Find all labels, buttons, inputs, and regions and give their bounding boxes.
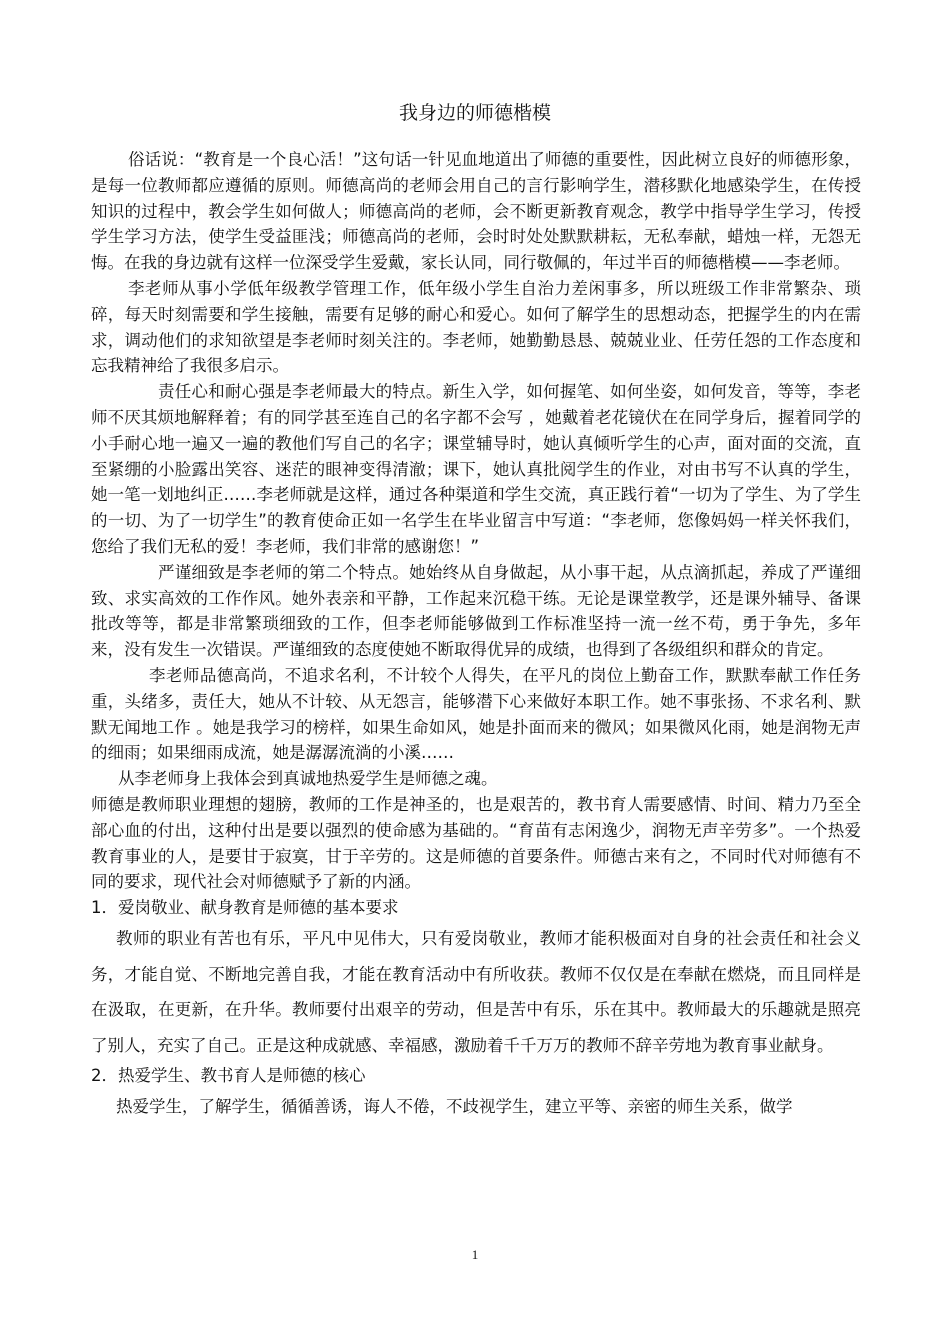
paragraph-soul: 从李老师身上我体会到真诚地热爱学生是师德之魂。 xyxy=(118,769,498,789)
paragraph-rigor: 严谨细致是李老师的第二个特点。她始终从自身做起，从小事干起，从点滴抓起，养成了严谨细致、求实高效的工作作风。她外表亲和平静，工作起来沉稳干练。无论是课堂教学，还是课外辅导、备课批改等等，都是非常繁琐细致的工作，但李老师能够做到工作标准坚持一流一丝不苟，勇于争先，多年来，没有发生一次错误。严谨细致的态度使她不断取得优异的成绩，也得到了各级组织和群众的肯定。 xyxy=(91,562,861,660)
section-heading-2: 2．热爱学生、教书育人是师德的核心 xyxy=(91,1066,366,1086)
section-text-1: 教师的职业有苦也有乐，平凡中见伟大，只有爱岗敬业，教师才能积极面对自身的社会责任和社会义务，才能自觉、不断地完善自我，才能在教育活动中有所收获。教师不仅仅是在奉献在燃烧，而且同样是在汲取，在更新，在升华。教师要付出艰辛的劳动，但是苦中有乐，乐在其中。教师最大的乐趣就是照亮了别人，充实了自己。正是这种成就感、幸福感，激励着千千万万的教师不辞辛劳地为教育事业献身。 xyxy=(91,928,861,1055)
paragraph-character: 李老师品德高尚，不追求名利，不计较个人得失，在平凡的岗位上勤奋工作，默默奉献工作任务重，头绪多，责任大，她从不计较、从无怨言，能够潜下心来做好本职工作。她不事张扬、不求名利、默默无闻地工作 。她是我学习的榜样，如果生命如风，她是扑面而来的微风；如果微风化雨，她是润物无声的细雨；如果细雨成流，她是潺潺流淌的小溪…… xyxy=(91,665,861,763)
paragraph-ethics: 师德是教师职业理想的翅膀，教师的工作是神圣的，也是艰苦的，教书育人需要感情、时间、精力乃至全部心血的付出，这种付出是要以强烈的使命感为基础的。“育苗有志闲逸少，润物无声辛劳多”。一个热爱教育事业的人，是要甘于寂寞，甘于辛劳的。这是师德的首要条件。师德古来有之，不同时代对师德有不同的要求，现代社会对师德赋予了新的内涵。 xyxy=(91,794,861,892)
section-text-2: 热爱学生，了解学生，循循善诱，诲人不倦，不歧视学生，建立平等、亲密的师生关系，做学 xyxy=(116,1097,793,1117)
document-body xyxy=(91,147,861,1125)
document-title: 我身边的师德楷模 xyxy=(398,102,551,124)
paragraph-intro: 俗话说：“教育是一个良心活！”这句话一针见血地道出了师德的重要性，因此树立良好的师德形象，是每一位教师都应遵循的原则。师德高尚的老师会用自己的言行影响学生，潜移默化地感染学生，在传授知识的过程中，教会学生如何做人；师德高尚的老师，会不断更新教育观念，教学中指导学生学习，传授学生学习方法，使学生受益匪浅；师德高尚的老师，会时时处处默默耕耘，无私奉献，蜡烛一样，无怨无悔。在我的身边就有这样一位深受学生爱戴，家长认同，同行敬佩的，年过半百的师德楷模——李老师。 xyxy=(91,150,861,273)
paragraph-responsibility: 责任心和耐心强是李老师最大的特点。新生入学，如何握笔、如何坐姿，如何发音，等等，李老师不厌其烦地解释着；有的同学甚至连自己的名字都不会写 ，她戴着老花镜伏在在同学身后，握着同学的小手耐心地一遍又一遍的教他们写自己的名字；课堂辅导时，她认真倾听学生的心声，面对面的交流，直至紧绷的小脸露出笑容、迷茫的眼神变得清澈；课下，她认真批阅学生的作业，对由书写不认真的学生，她一笔一划地纠正……李老师就是这样，通过各种渠道和学生交流，真正践行着“一切为了学生、为了学生的一切、为了一切学生”的教育使命正如一名学生在毕业留言中写道：“李老师，您像妈妈一样关怀我们，您给了我们无私的爱！李老师，我们非常的感谢您！” xyxy=(91,382,861,556)
page-number: 1 xyxy=(471,1247,479,1262)
section-heading-1: 1．爱岗敬业、献身教育是师德的基本要求 xyxy=(91,898,399,918)
paragraph-teacher-li: 李老师从事小学低年级教学管理工作，低年级小学生自治力差闲事多，所以班级工作非常繁杂、琐碎，每天时刻需要和学生接触，需要有足够的耐心和爱心。如何了解学生的思想动态，把握学生的内在需求，调动他们的求知欲望是李老师时刻关注的。李老师，她勤勤恳恳、兢兢业业、任劳任怨的工作态度和忘我精神给了我很多启示。 xyxy=(91,278,861,376)
